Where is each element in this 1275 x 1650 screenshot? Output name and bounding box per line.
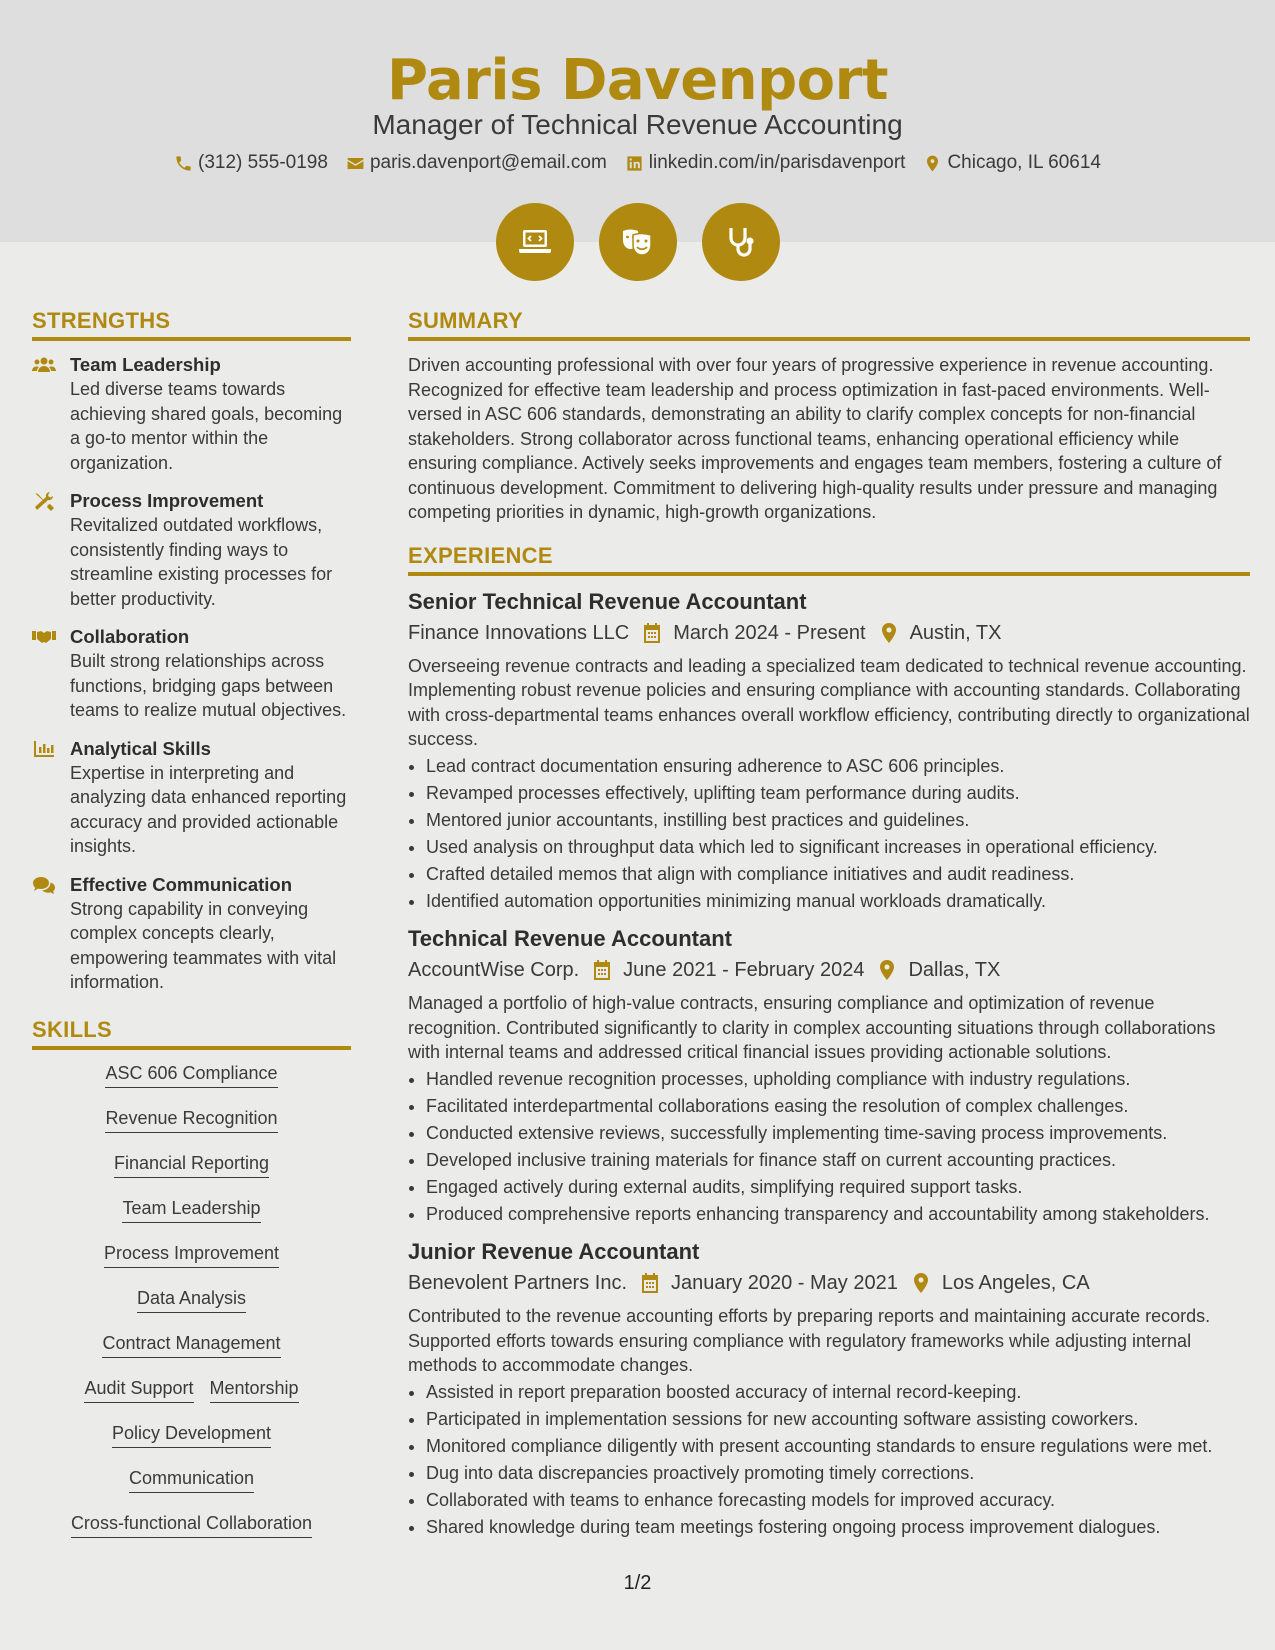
map-pin-icon (923, 154, 942, 173)
bullet-item: • Facilitated interdepartmental collaborations easing the resolution of complex challenges. (426, 1094, 1250, 1119)
strength-item (32, 489, 351, 611)
strength-name: Collaboration (70, 626, 190, 647)
contact-bar (0, 152, 1275, 174)
calendar-icon (641, 1273, 659, 1293)
job-meta (408, 1270, 1250, 1296)
strength-name: Process Improvement (70, 490, 264, 511)
theater-masks-icon (599, 203, 677, 281)
envelope-icon (346, 154, 365, 173)
handshake-icon (32, 627, 56, 647)
job-dates: June 2021 - February 2024 (623, 959, 865, 981)
job-entry (408, 588, 1250, 914)
bullet-item: • Crafted detailed memos that align with compliance initiatives and audit readiness. (426, 862, 1250, 887)
bullet-item: • Developed inclusive training materials for finance staff on current accounting practices. (426, 1148, 1250, 1173)
skill-tag: Contract Management (102, 1332, 280, 1358)
calendar-icon (593, 960, 611, 980)
bar-chart-icon (32, 739, 56, 759)
job-entry (408, 925, 1250, 1226)
map-pin-icon (878, 960, 896, 980)
phone-text: (312) 555-0198 (198, 152, 328, 173)
bullet-item: • Collaborated with teams to enhance forecasting models for improved accuracy. (426, 1488, 1250, 1513)
job-title: Senior Technical Revenue Accountant (408, 588, 807, 614)
tools-icon (32, 491, 56, 511)
strength-name: Team Leadership (70, 354, 221, 375)
contact-linkedin[interactable] (625, 152, 906, 174)
stethoscope-icon (702, 203, 780, 281)
bullet-item: • Handled revenue recognition processes, upholding compliance with industry regulations. (426, 1067, 1250, 1092)
job-bullets (408, 1380, 1250, 1540)
contact-location (923, 152, 1101, 174)
job-location: Dallas, TX (908, 959, 1001, 981)
bullet-item: • Monitored compliance diligently with present accounting standards to ensure regulations were met. (426, 1434, 1250, 1459)
experience-heading: EXPERIENCE (408, 543, 1250, 576)
skill-tag: Audit Support (84, 1377, 193, 1403)
map-pin-icon (880, 623, 898, 643)
calendar-icon (643, 623, 661, 643)
bullet-item: • Engaged actively during external audits, simplifying required support tasks. (426, 1175, 1250, 1200)
skills-heading: SKILLS (32, 1017, 351, 1050)
email-text[interactable]: paris.davenport@email.com (369, 152, 607, 173)
strength-name: Effective Communication (70, 873, 293, 895)
skill-tag: Cross-functional Collaboration (71, 1512, 312, 1538)
job-description: Overseeing revenue contracts and leading a specialized team dedicated to technical revenue accounting. Implementing robust revenue policies and ensuring compliance with accounting standards. Collaborating with cross-departmental teams enhances overall workflow efficiency, contributing directly to organizational success. (408, 655, 1250, 749)
bullet-item: • Identified automation opportunities minimizing manual workloads dramatically. (426, 889, 1250, 914)
linkedin-text[interactable]: linkedin.com/in/parisdavenport (648, 152, 906, 173)
bullet-item: • Mentored junior accountants, instilling best practices and guidelines. (426, 808, 1250, 833)
bullet-item: • Revamped processes effectively, uplifting team performance during audits. (426, 781, 1250, 806)
job-bullets (408, 754, 1250, 914)
map-pin-icon (912, 1273, 930, 1293)
page-number: 1/2 (623, 1572, 652, 1594)
linkedin-icon (625, 154, 644, 173)
right-column (408, 308, 1250, 1551)
bullet-item: • Produced comprehensive reports enhancing transparency and accountability among stakeholders. (426, 1202, 1250, 1227)
bullet-item: • Shared knowledge during team meetings fostering ongoing process improvement dialogues. (426, 1515, 1250, 1540)
job-title: Junior Revenue Accountant (408, 1239, 700, 1264)
job-company: Benevolent Partners Inc. (408, 1272, 628, 1294)
job-description: Managed a portfolio of high-value contracts, ensuring compliance and optimization of revenue recognition. Contributed significantly to clarity in complex accounting situations through collaborations with internal teams and addressed critical financial issues providing actionable solutions. (408, 993, 1216, 1062)
summary-text: Driven accounting professional with over four years of progressive experience in revenue accounting. Recognized for effective team leadership and process optimization in fast-paced environments. Well-versed in ASC 606 standards, demonstrating an ability to clarify complex concepts for non-financial stakeholders. Strong collaborator across functional teams, enhancing operational efficiency while ensuring compliance. Actively seeks improvements and engages team members, fostering a culture of continuous development. Commitment to delivering high-quality results under pressure and managing competing priorities in dynamic, high-growth organizations. (408, 355, 1222, 522)
skills-list (32, 1062, 351, 1538)
job-meta (408, 620, 1250, 646)
job-location: Austin, TX (909, 621, 1002, 644)
candidate-title: Manager of Technical Revenue Accounting (372, 109, 903, 140)
skill-tag: Team Leadership (122, 1197, 260, 1223)
phone-icon (174, 154, 193, 173)
resume-header (0, 0, 1275, 242)
strength-desc: Led diverse teams towards achieving shared goals, becoming a go-to mentor within the organization. (70, 379, 343, 473)
job-dates: January 2020 - May 2021 (671, 1272, 898, 1294)
strength-desc: Expertise in interpreting and analyzing data enhanced reporting accuracy and provided actionable insights. (70, 762, 347, 856)
skill-tag: Process Improvement (104, 1242, 279, 1268)
bullet-item: • Lead contract documentation ensuring adherence to ASC 606 principles. (426, 754, 1250, 779)
strength-desc: Built strong relationships across functions, bridging gaps between teams to realize mutual objectives. (70, 651, 347, 720)
strength-desc: Revitalized outdated workflows, consistently finding ways to streamline existing processes for better productivity. (70, 515, 333, 609)
job-location: Los Angeles, CA (941, 1272, 1090, 1294)
bullet-item: • Assisted in report preparation boosted accuracy of internal record-keeping. (426, 1380, 1250, 1405)
job-company: AccountWise Corp. (408, 959, 580, 981)
job-company: Finance Innovations LLC (408, 621, 630, 644)
users-icon (32, 355, 56, 375)
skill-tag: Communication (129, 1467, 254, 1493)
job-entry (408, 1238, 1250, 1539)
job-dates: March 2024 - Present (673, 621, 866, 644)
job-title: Technical Revenue Accountant (408, 926, 732, 951)
skill-tag: Policy Development (112, 1422, 271, 1448)
candidate-name: Paris Davenport (386, 48, 889, 113)
strength-desc: Strong capability in conveying complex concepts clearly, empowering teammates with vital information. (70, 898, 337, 992)
skill-tag: Data Analysis (137, 1287, 246, 1313)
contact-phone (174, 152, 328, 174)
skill-tag: Mentorship (210, 1377, 299, 1403)
job-bullets (408, 1067, 1250, 1227)
left-column (32, 308, 351, 1557)
skill-tag: Financial Reporting (114, 1152, 269, 1178)
bullet-item: • Participated in implementation sessions for new accounting software assisting coworkers. (426, 1407, 1250, 1432)
laptop-code-icon (496, 203, 574, 281)
bullet-item: • Dug into data discrepancies proactively promoting timely corrections. (426, 1461, 1250, 1486)
contact-email[interactable] (346, 152, 607, 174)
job-meta (408, 957, 1250, 983)
strength-item (32, 625, 351, 723)
strength-name: Analytical Skills (70, 737, 211, 759)
strength-item (32, 353, 351, 475)
skill-tag: ASC 606 Compliance (105, 1062, 277, 1088)
location-text: Chicago, IL 60614 (947, 152, 1101, 173)
strength-item (32, 737, 351, 859)
comments-icon (32, 875, 56, 895)
bullet-item: • Conducted extensive reviews, successfully implementing time-saving process improvements. (426, 1121, 1250, 1146)
strengths-heading: STRENGTHS (32, 308, 351, 341)
strength-item (32, 873, 351, 995)
job-description: Contributed to the revenue accounting efforts by preparing reports and maintaining accurate records. Supported efforts towards ensuring compliance with regulatory frameworks while adjusting internal methods to accommodate changes. (408, 1306, 1211, 1375)
bullet-item: • Used analysis on throughput data which led to significant increases in operational efficiency. (426, 835, 1250, 860)
summary-heading: SUMMARY (408, 308, 1250, 341)
skill-tag: Revenue Recognition (105, 1107, 277, 1133)
interest-icons (0, 203, 1275, 281)
